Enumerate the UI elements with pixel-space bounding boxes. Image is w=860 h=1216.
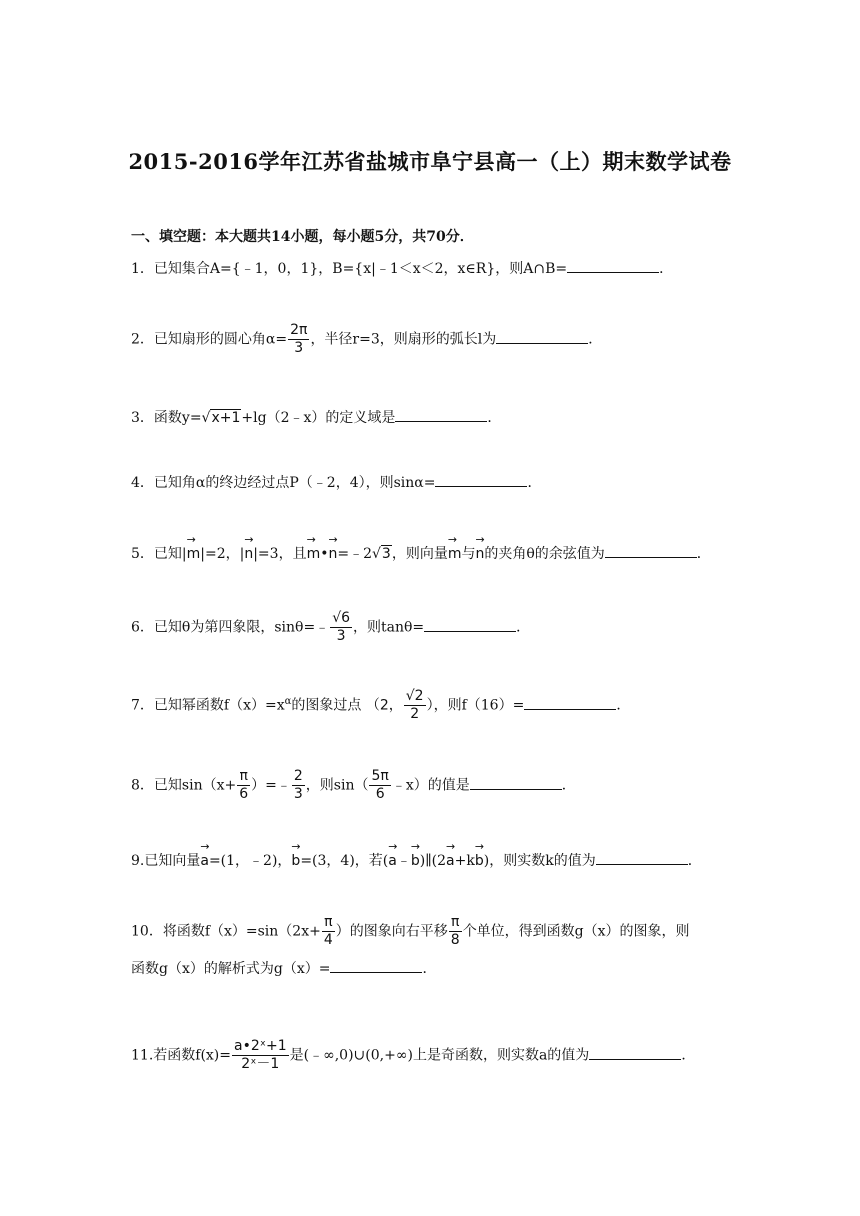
vector-m: → m [448, 538, 462, 564]
vector-a: → a [446, 845, 455, 871]
answer-blank[interactable] [424, 617, 516, 632]
question-8: 8．已知sin（x+ $\frac{\pi}{6}$ ）=﹣ $\frac{2}{3}$ ，则sin（ $\frac{5\pi}{6}$ ﹣x）的值是 ． [131, 768, 576, 802]
answer-blank[interactable] [589, 1045, 681, 1060]
vector-b: → b [291, 845, 300, 871]
fraction: $\frac{\pi}{4}$ [323, 914, 333, 948]
question-11: 11.若函数f(x)= $\frac{\text{a•2ˣ+1}}{\text{2ˣ－1}}$ 是(﹣∞,0)∪(0,+∞)上是奇函数，则实数a的值为 ． [131, 1038, 696, 1072]
question-5: 5．已知|→ m|=2，|→ n|=3，且→ m•→ n=﹣2√3，则向量→ m与→ n的夹角θ的余弦值为 ． [131, 538, 711, 564]
question-2: 2．已知扇形的圆心角α= $\frac{2\pi}{3}$ ，半径r=3，则扇形的弧长l为 ． [131, 322, 603, 356]
answer-blank[interactable] [330, 958, 422, 973]
answer-blank[interactable] [435, 472, 527, 487]
fraction: $\frac{5\pi}{6}$ [371, 768, 389, 802]
question-4: 4．已知角α的终边经过点P（﹣2，4），则sinα= ． [131, 472, 541, 493]
page-title: 2015-2016学年江苏省盐城市阜宁县高一（上）期末数学试卷 [128, 149, 732, 174]
vector-n: → n [475, 538, 484, 564]
fraction: $\frac{\text{a•2ˣ+1}}{\text{2ˣ－1}}$ [234, 1038, 287, 1072]
fraction: $\frac{√6}{3}$ [332, 610, 351, 644]
question-6: 6．已知θ为第四象限，sinθ=﹣ $\frac{√6}{3}$ ，则tanθ= ． [131, 610, 531, 644]
vector-b: → b [475, 845, 484, 871]
section-heading: 一、填空题：本大题共14小题，每小题5分，共70分． [131, 229, 474, 245]
question-9: 9.已知向量→ a=(1，﹣2)，→ b=(3，4)，若(→ a﹣→ b)∥(2→ a+k→ b)，则实数k的值为 ． [131, 845, 702, 871]
question-10: 10．将函数f（x）=sin（2x+ $\frac{\pi}{4}$ ）的图象向右平移 $\frac{\pi}{8}$ 个单位，得到函数g（x）的图象，则 [131, 914, 690, 948]
fraction: $\frac{\pi}{8}$ [450, 914, 460, 948]
vector-n: → n [328, 538, 337, 564]
answer-blank[interactable] [524, 695, 616, 710]
vector-b: → b [411, 845, 420, 871]
question-3: 3．函数y=√x+1+lg（2﹣x）的定义域是 ． [131, 407, 501, 428]
vector-m: → m [307, 538, 321, 564]
sqrt-expression: √x+1 [201, 410, 241, 426]
question-1: 1．已知集合A={﹣1，0，1}，B={x|﹣1＜x＜2，x∈R}，则A∩B= ． [131, 258, 673, 279]
fraction: $\frac{2}{3}$ [293, 768, 303, 802]
answer-blank[interactable] [496, 329, 588, 344]
vector-a: → a [388, 845, 397, 871]
sqrt-expression: √3 [372, 546, 391, 562]
question-10-line-2: 函数g（x）的解析式为g（x）= ． [131, 958, 436, 978]
question-7: 7．已知幂函数$f(x)=x^\alpha$的图象过点 （2， $\frac{√2}{2}$ ），则f（16）= ． [131, 688, 631, 722]
answer-blank[interactable] [596, 850, 688, 865]
vector-m: → m [187, 538, 201, 564]
vector-n: → n [244, 538, 253, 564]
answer-blank[interactable] [395, 407, 487, 422]
answer-blank[interactable] [470, 775, 562, 790]
answer-blank[interactable] [567, 258, 659, 273]
vector-a: → a [200, 845, 209, 871]
fraction: $\frac{2\pi}{3}$ [290, 322, 308, 356]
fraction: $\frac{√2}{2}$ [405, 688, 424, 722]
answer-blank[interactable] [605, 543, 697, 558]
fraction: $\frac{\pi}{6}$ [239, 768, 249, 802]
